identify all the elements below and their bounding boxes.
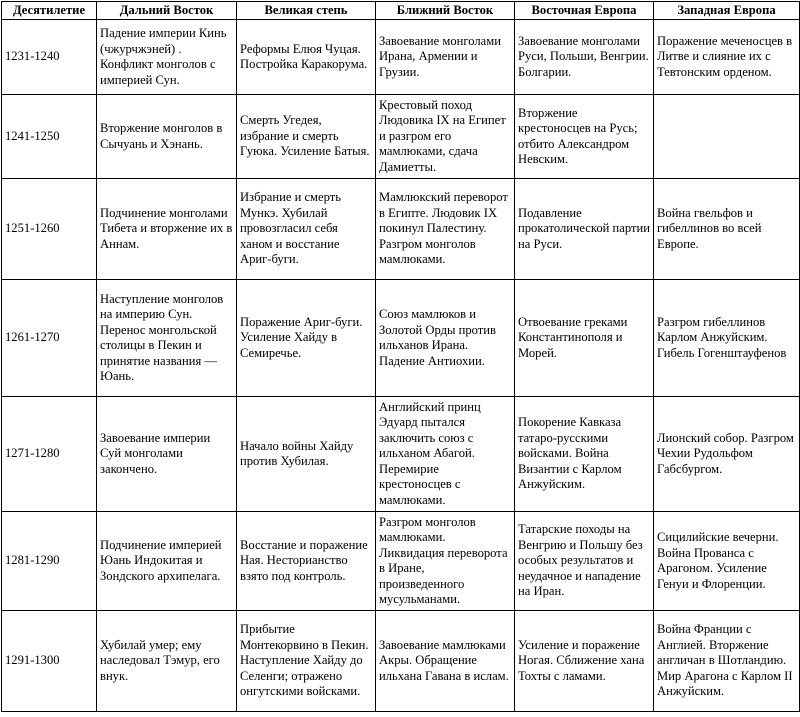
- western-europe-cell: Лионский собор. Разгром Чехии Рудольфом Габсбургом.: [654, 397, 800, 512]
- steppe-cell: Прибытие Монтекорвино в Пекин. Наступление Хайду до Селенги; отражено онгутскими войсками.: [237, 611, 376, 712]
- far-east-cell: Подчинение монголами Тибета и вторжение их в Аннам.: [97, 179, 237, 280]
- far-east-cell: Вторжение монголов в Сычуань и Хэнань.: [97, 95, 237, 179]
- decade-cell: 1291-1300: [2, 611, 97, 712]
- decade-cell: 1261-1270: [2, 280, 97, 397]
- header-great-steppe: Великая степь: [237, 2, 376, 20]
- near-east-cell: Английский принц Эдуард пытался заключить союз с ильханом Абагой. Перемирие крестоносцев с мамлюками.: [376, 397, 515, 512]
- decade-cell: 1271-1280: [2, 397, 97, 512]
- table-row: [2, 512, 800, 611]
- table-row: [2, 397, 800, 512]
- table-row: [2, 280, 800, 397]
- far-east-cell: Хубилай умер; ему наследовал Тэмур, его внук.: [97, 611, 237, 712]
- western-europe-cell: Разгром гибеллинов Карлом Анжуйским. Гибель Гогенштауфенов: [654, 280, 800, 397]
- eastern-europe-cell: Подавление прокатолической партии на Руси.: [515, 179, 654, 280]
- decade-cell: 1241-1250: [2, 95, 97, 179]
- western-europe-cell: Война гвельфов и гибеллинов во всей Европе.: [654, 179, 800, 280]
- decade-cell: 1231-1240: [2, 20, 97, 95]
- eastern-europe-cell: Отвоевание греками Константинополя и Морей.: [515, 280, 654, 397]
- eastern-europe-cell: Татарские походы на Венгрию и Польшу без особых результатов и неудачное и нападение на Иран.: [515, 512, 654, 611]
- far-east-cell: Падение империи Кинь (чжурчжэней) . Конфликт монголов с империей Сун.: [97, 20, 237, 95]
- table-row: [2, 95, 800, 179]
- western-europe-cell: Война Франции с Англией. Вторжение англичан в Шотландию. Мир Арагона с Карлом II Анжуйским.: [654, 611, 800, 712]
- header-western-europe: Западная Европа: [654, 2, 800, 20]
- near-east-cell: Мамлюкский переворот в Египте. Людовик IX покинул Палестину. Разгром монголов мамлюками.: [376, 179, 515, 280]
- steppe-cell: Реформы Елюя Чуцая. Постройка Каракорума.: [237, 20, 376, 95]
- header-near-east: Ближний Восток: [376, 2, 515, 20]
- near-east-cell: Разгром монголов мамлюками. Ликвидация переворота в Иране, произведенного мусульманами.: [376, 512, 515, 611]
- chronology-table: [1, 1, 800, 712]
- near-east-cell: Союз мамлюков и Золотой Орды против ильханов Ирана. Падение Антиохии.: [376, 280, 515, 397]
- header-row: [2, 2, 800, 20]
- far-east-cell: Завоевание империи Суй монголами закончено.: [97, 397, 237, 512]
- header-decade: Десятилетие: [2, 2, 97, 20]
- western-europe-cell: Сицилийские вечерни. Война Прованса с Арагоном. Усиление Генуи и Флоренции.: [654, 512, 800, 611]
- eastern-europe-cell: Усиление и поражение Ногая. Сближение хана Тохты с ламами.: [515, 611, 654, 712]
- western-europe-cell: Поражение меченосцев в Литве и слияние их с Тевтонским орденом.: [654, 20, 800, 95]
- eastern-europe-cell: Вторжение крестоносцев на Русь; отбито Александром Невским.: [515, 95, 654, 179]
- near-east-cell: Крестовый поход Людовика IX на Египет и разгром его мамлюками, сдача Дамиетты.: [376, 95, 515, 179]
- far-east-cell: Наступление монголов на империю Сун. Перенос монгольской столицы в Пекин и принятие названия — Юань.: [97, 280, 237, 397]
- steppe-cell: Смерть Угедея, избрание и смерть Гуюка. Усиление Батыя.: [237, 95, 376, 179]
- table-row: [2, 179, 800, 280]
- steppe-cell: Избрание и смерть Мункэ. Хубилай провозгласил себя ханом и восстание Ариг-буги.: [237, 179, 376, 280]
- decade-cell: 1281-1290: [2, 512, 97, 611]
- western-europe-cell: [654, 95, 800, 179]
- eastern-europe-cell: Завоевание монголами Руси, Польши, Венгрии. Болгарии.: [515, 20, 654, 95]
- near-east-cell: Завоевание мамлюками Акры. Обращение ильхана Гавана в ислам.: [376, 611, 515, 712]
- far-east-cell: Подчинение империей Юань Индокитая и Зондского архипелага.: [97, 512, 237, 611]
- eastern-europe-cell: Покорение Кавказа татаро-русскими войсками. Война Византии с Карлом Анжуйским.: [515, 397, 654, 512]
- header-far-east: Дальний Восток: [97, 2, 237, 20]
- header-eastern-europe: Восточная Европа: [515, 2, 654, 20]
- steppe-cell: Поражение Ариг-буги. Усиление Хайду в Семиречье.: [237, 280, 376, 397]
- decade-cell: 1251-1260: [2, 179, 97, 280]
- table-row: [2, 611, 800, 712]
- steppe-cell: Восстание и поражение Ная. Несторианство взято под контроль.: [237, 512, 376, 611]
- steppe-cell: Начало войны Хайду против Хубилая.: [237, 397, 376, 512]
- near-east-cell: Завоевание монголами Ирана, Армении и Грузии.: [376, 20, 515, 95]
- table-row: [2, 20, 800, 95]
